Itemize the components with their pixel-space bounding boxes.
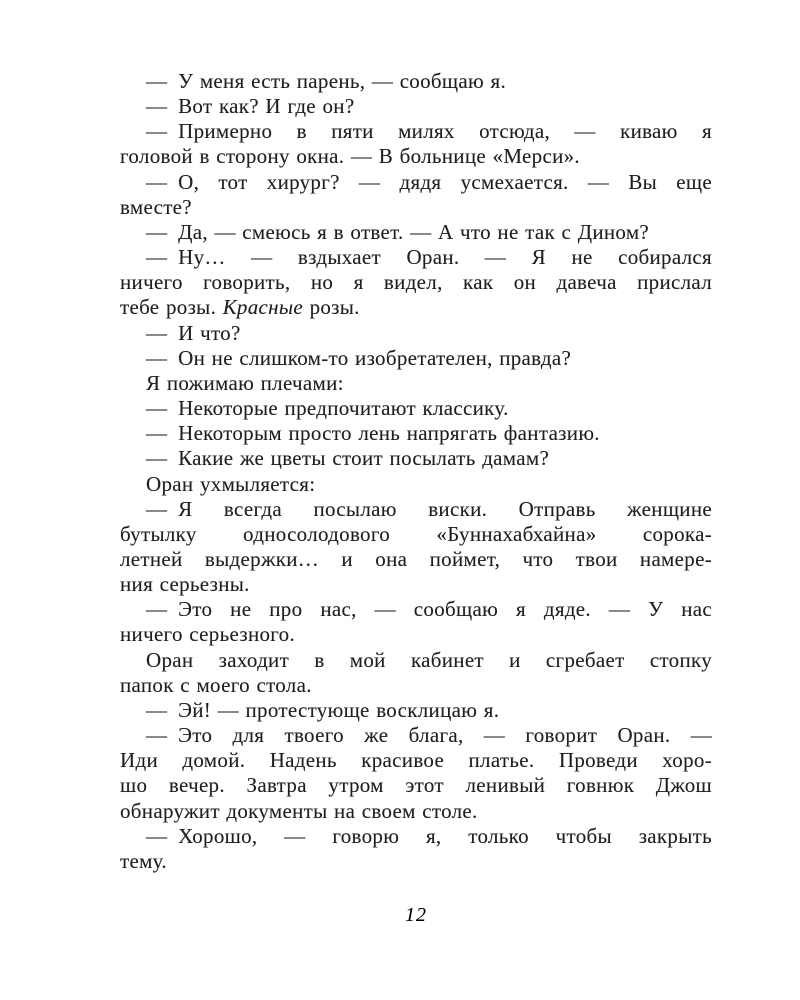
text-line — [120, 396, 712, 421]
text-segment: ничего серьезного. — [120, 622, 296, 647]
text-segment: Оран ухмыляется: — [146, 471, 316, 496]
text-line — [120, 195, 712, 220]
text-segment: розы. — [303, 295, 360, 320]
text-line — [120, 421, 712, 446]
text-segment: — У меня есть парень, — сообщаю я. — [146, 69, 507, 93]
text-line — [120, 572, 712, 597]
text-line — [120, 321, 712, 346]
text-line — [120, 346, 712, 371]
text-segment: вместе? — [120, 194, 192, 219]
text-segment: — Некоторым просто лень напрягать фантазию. — [146, 421, 600, 446]
text-segment: папок с моего стола. — [120, 672, 312, 697]
text-segment: обнаружит документы на своем столе. — [120, 798, 478, 823]
text-segment: — О, тот хирург? — дядя усмехается. — Вы еще — [146, 169, 712, 194]
text-line — [120, 119, 712, 144]
text-segment: — Какие же цветы стоит посылать дамам? — [146, 446, 550, 471]
text-line — [120, 371, 712, 396]
text-line — [120, 748, 712, 773]
text-segment: ничего говорить, но я видел, как он давеча прислал — [120, 270, 712, 295]
text-segment: — Эй! — протестующе восклицаю я. — [146, 697, 500, 722]
text-segment: тебе розы. — [120, 295, 223, 320]
page-text-column — [120, 69, 712, 874]
text-segment: — Это не про нас, — сообщаю я дяде. — У нас — [146, 597, 712, 622]
text-segment: — Хорошо, — говорю я, только чтобы закрыть — [146, 823, 712, 848]
text-segment: — Он не слишком-то изобретателен, правда? — [146, 345, 572, 370]
text-line — [120, 220, 712, 245]
text-segment: — Да, — смеюсь я в ответ. — А что не так с Дином? — [146, 219, 650, 244]
text-line — [120, 497, 712, 522]
text-line — [120, 849, 712, 874]
text-line — [120, 547, 712, 572]
text-line — [120, 622, 712, 647]
text-segment: — И что? — [146, 320, 241, 345]
text-segment: шо вечер. Завтра утром этот ленивый говнюк Джош — [120, 773, 712, 798]
text-line — [120, 170, 712, 195]
text-line — [120, 69, 712, 94]
text-line — [120, 799, 712, 824]
text-line — [120, 245, 712, 270]
text-segment: ния серьезны. — [120, 572, 250, 597]
text-segment: — Вот как? И где он? — [146, 94, 355, 119]
text-line — [120, 597, 712, 622]
text-line — [120, 673, 712, 698]
text-line — [120, 824, 712, 849]
text-line — [120, 773, 712, 798]
text-line — [120, 648, 712, 673]
text-segment: — Я всегда посылаю виски. Отправь женщине — [146, 496, 712, 521]
text-line — [120, 270, 712, 295]
text-segment: тему. — [120, 848, 167, 873]
text-line — [120, 723, 712, 748]
text-line — [120, 144, 712, 169]
text-line — [120, 295, 712, 320]
text-segment: головой в сторону окна. — В больнице «Мерси». — [120, 144, 580, 169]
text-line — [120, 472, 712, 497]
text-segment: Я пожимаю плечами: — [146, 370, 344, 395]
italic-text-segment: Красные — [222, 295, 304, 320]
text-segment: Оран заходит в мой кабинет и сгребает стопку — [146, 647, 712, 672]
text-line — [120, 698, 712, 723]
page-number: 12 — [405, 904, 427, 926]
text-segment: — Некоторые предпочитают классику. — [146, 396, 509, 421]
text-segment: Иди домой. Надень красивое платье. Проведи хоро- — [120, 748, 712, 773]
text-line — [120, 446, 712, 471]
text-segment: бутылку односолодового «Буннахабхайна» сорока- — [120, 521, 712, 546]
text-segment: летней выдержки… и она поймет, что твои намере- — [120, 546, 712, 571]
text-segment: — Ну… — вздыхает Оран. — Я не собирался — [146, 245, 712, 270]
text-segment: — Это для твоего же блага, — говорит Оран. — — [146, 723, 712, 748]
text-segment: — Примерно в пяти милях отсюда, — киваю я — [146, 119, 712, 144]
text-line — [120, 94, 712, 119]
text-line — [120, 522, 712, 547]
